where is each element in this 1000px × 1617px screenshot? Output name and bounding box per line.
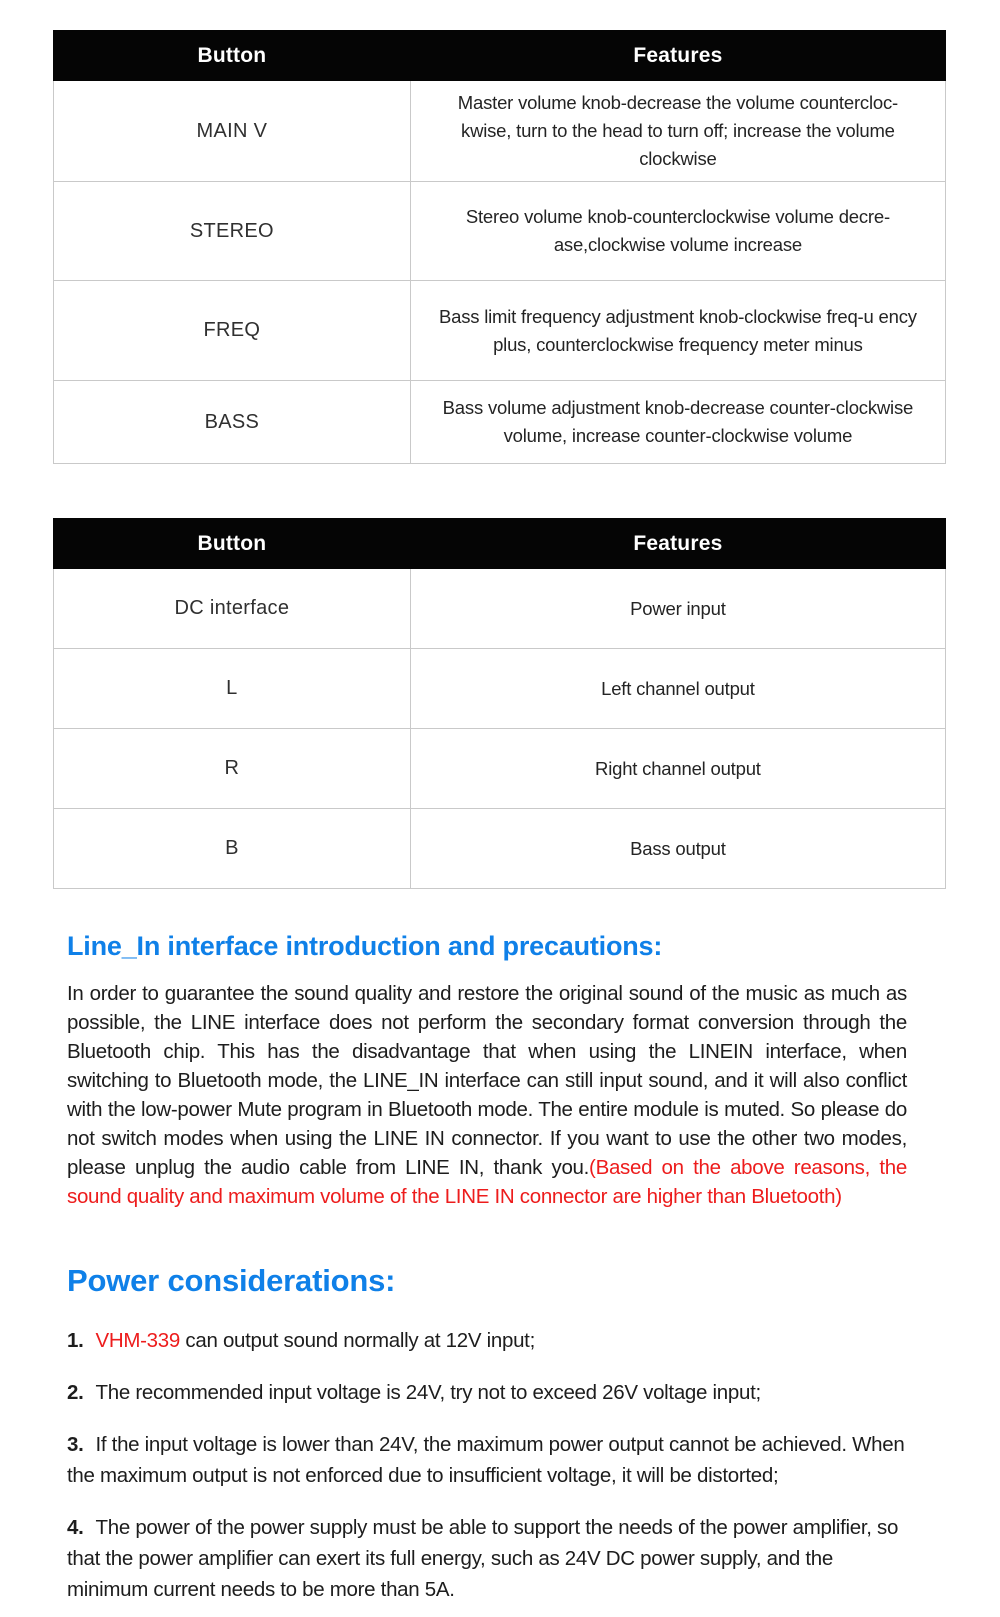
list-item-text: can output sound normally at 12V input; [180, 1329, 535, 1352]
button-name-cell: R [54, 729, 411, 809]
product-description-page [0, 30, 1000, 1617]
line-in-paragraph-black: In order to guarantee the sound quality and restore the original sound of the music as much as possible, the LINE interface does not perform the secondary format conversion through the Bluetooth chip. This has the disadvantage that when using the LINEIN interface, when switching to Bluetooth mode, the LINE_IN interface can still input sound, and it will also conflict with the low-power Mute program in Bluetooth mode. The entire module is muted. So please do not switch modes when using the LINE IN connector. If you want to use the other two modes, please unplug the audio cable from LINE IN, thank you. [67, 982, 907, 1179]
list-item-text: The recommended input voltage is 24V, try not to exceed 26V voltage input; [95, 1381, 761, 1404]
line-in-paragraph [67, 979, 907, 1211]
button-name-cell: BASS [54, 381, 411, 464]
column-header-button: Button [54, 519, 411, 569]
button-name-cell: MAIN V [54, 81, 411, 182]
feature-description-cell: Left channel output [410, 649, 945, 729]
list-item-number: 4. [67, 1516, 84, 1539]
table-row [54, 182, 946, 281]
feature-description-cell: Power input [410, 569, 945, 649]
feature-description-cell: Bass limit frequency adjustment knob-clockwise freq-u ency plus, counterclockwise frequency meter minus [410, 281, 945, 381]
table-row [54, 649, 946, 729]
list-item-text: If the input voltage is lower than 24V, the maximum power output cannot be achieved. When the maximum output is not enforced due to insufficient voltage, it will be distorted; [67, 1433, 905, 1487]
column-header-features: Features [410, 519, 945, 569]
table-row [54, 281, 946, 381]
feature-description-cell: Right channel output [410, 729, 945, 809]
knob-features-table [53, 30, 946, 464]
button-name-cell: STEREO [54, 182, 411, 281]
list-item [67, 1512, 907, 1605]
line-in-paragraph-red-note: (Based on the above reasons, the sound quality and maximum volume of the LINE IN connector are higher than Bluetooth) [67, 1156, 907, 1208]
list-item-number: 1. [67, 1329, 84, 1352]
button-name-cell: DC interface [54, 569, 411, 649]
feature-description-cell: Bass output [410, 809, 945, 889]
list-item-text: The power of the power supply must be able to support the needs of the power amplifier, so that the power amplifier can exert its full energy, such as 24V DC power supply, and the minimum current needs to be more than 5A. [67, 1516, 899, 1601]
model-number-red: VHM-339 [95, 1329, 180, 1352]
column-header-features: Features [410, 31, 945, 81]
button-name-cell: L [54, 649, 411, 729]
list-item-number: 3. [67, 1433, 84, 1456]
feature-description-cell: Master volume knob-decrease the volume countercloc-kwise, turn to the head to turn off; increase the volume clockwise [410, 81, 945, 182]
table-row [54, 729, 946, 809]
table-row [54, 381, 946, 464]
list-item [67, 1429, 907, 1491]
feature-description-cell: Stereo volume knob-counterclockwise volume decre-ase,clockwise volume increase [410, 182, 945, 281]
power-considerations-list [0, 1325, 1000, 1605]
power-section-heading: Power considerations: [67, 1263, 396, 1298]
connector-features-table [53, 518, 946, 889]
table-row [54, 81, 946, 182]
list-item [67, 1325, 907, 1356]
table-header-row [54, 519, 946, 569]
list-item-number: 2. [67, 1381, 84, 1404]
button-name-cell: FREQ [54, 281, 411, 381]
button-name-cell: B [54, 809, 411, 889]
line-in-section-heading: Line_In interface introduction and precautions: [67, 931, 663, 961]
table-header-row [54, 31, 946, 81]
list-item [67, 1377, 907, 1408]
feature-description-cell: Bass volume adjustment knob-decrease counter-clockwise volume, increase counter-clockwise volume [410, 381, 945, 464]
column-header-button: Button [54, 31, 411, 81]
table-row [54, 569, 946, 649]
table-row [54, 809, 946, 889]
